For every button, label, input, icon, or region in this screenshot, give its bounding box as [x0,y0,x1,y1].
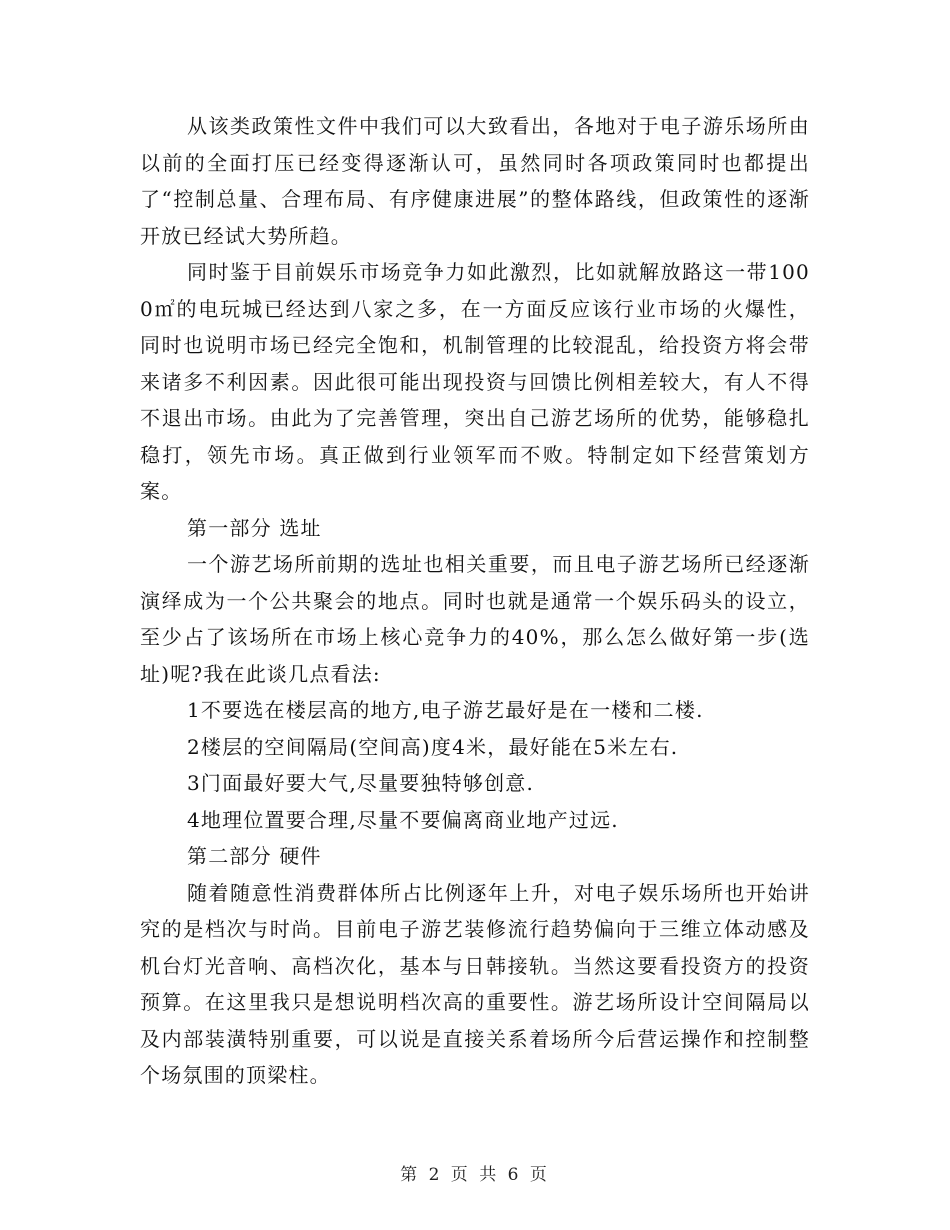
list-item-storefront: 3门面最好要大气,尽量要独特够创意. [187,771,535,795]
page-number-footer: 第 2 页 共 6 页 [400,1165,550,1185]
paragraph-market-competition: 同时鉴于目前娱乐市场竞争力如此激烈，比如就解放路这一带1000㎡的电玩城已经达到八家之多，在一方面反应该行业市场的火爆性，同时也说明市场已经完全饱和，机制管理的比较混乱，给投资方将会带来诸多不利因素。因此很可能出现投资与回馈比例相差较大，有人不得不退出市场。由此为了完善管理，突出自己游艺场所的优势，能够稳扎稳打，领先市场。真正做到行业领军而不败。特制定如下经营策划方案。 [140,260,810,503]
list-item-ceiling-height: 2楼层的空间隔局(空间高)度4米，最好能在5米左右. [187,734,679,759]
list-item-location: 4地理位置要合理,尽量不要偏离商业地产过远. [187,807,619,832]
section-heading-hardware: 第二部分 硬件 [187,844,322,868]
paragraph-site-selection: 一个游艺场所前期的选址也相关重要，而且电子游艺场所已经逐渐演绎成为一个公共聚会的地点。同时也就是通常一个娱乐码头的设立，至少占了该场所在市场上核心竞争力的40%，那么怎么做好第一步(选址)呢?我在此谈几点看法: [140,552,810,686]
list-item-floor-level: 1不要选在楼层高的地方,电子游艺最好是在一楼和二楼. [187,698,704,722]
page-body [140,108,810,1094]
paragraph-hardware: 随着随意性消费群体所占比例逐年上升，对电子娱乐场所也开始讲究的是档次与时尚。目前电子游艺装修流行趋势偏向于三维立体动感及机台灯光音响、高档次化，基本与日韩接轨。当然这要看投资方的投资预算。在这里我只是想说明档次高的重要性。游艺场所设计空间隔局以及内部装潢特别重要，可以说是直接关系着场所今后营运操作和控制整个场氛围的顶梁柱。 [140,880,810,1087]
paragraph-policy-trend: 从该类政策性文件中我们可以大致看出，各地对于电子游乐场所由以前的全面打压已经变得逐渐认可，虽然同时各项政策同时也都提出了“控制总量、合理布局、有序健康进展”的整体路线，但政策性的逐渐开放已经试大势所趋。 [140,114,810,248]
section-heading-site-selection: 第一部分 选址 [187,515,322,540]
